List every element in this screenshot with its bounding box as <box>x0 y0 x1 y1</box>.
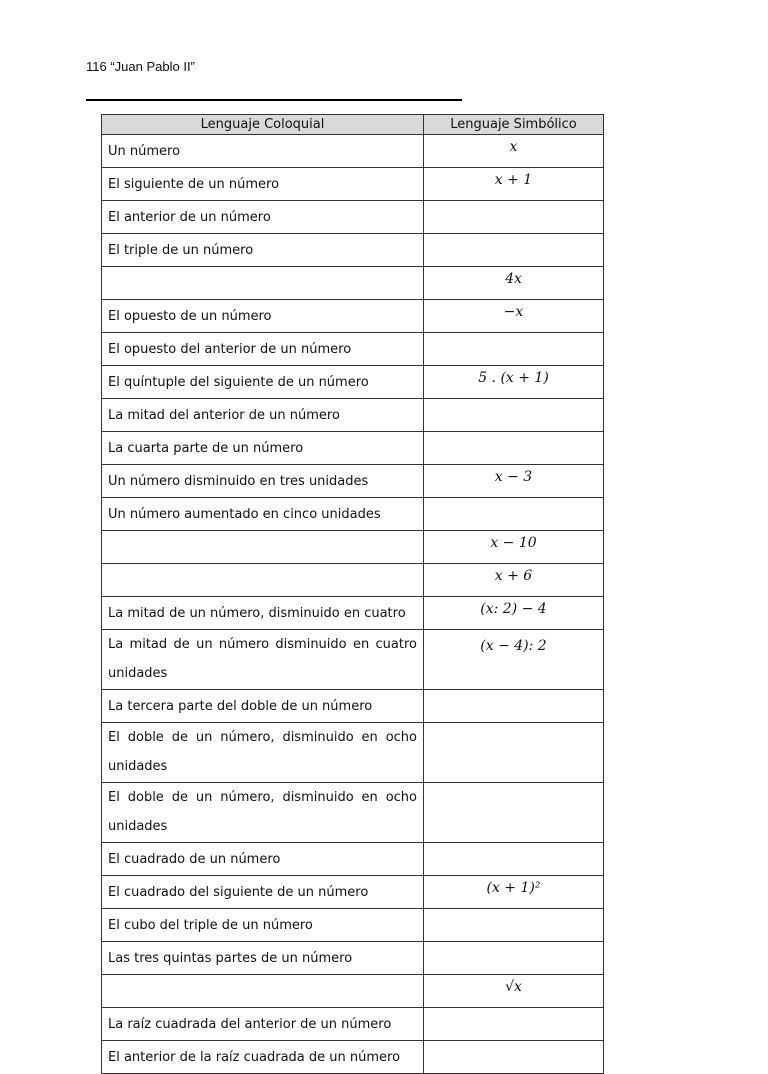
table-row <box>102 333 604 366</box>
cell-coloquial <box>102 267 424 300</box>
table-row <box>102 876 604 909</box>
cell-simbolico: x + 6 <box>424 564 604 597</box>
cell-coloquial: La mitad del anterior de un número <box>102 399 424 432</box>
document-header: 116 “Juan Pablo II” <box>86 59 195 74</box>
cell-simbolico: (x + 1)² <box>424 876 604 909</box>
cell-simbolico <box>424 432 604 465</box>
table-row <box>102 843 604 876</box>
table-row <box>102 1041 604 1074</box>
header-coloquial: Lenguaje Coloquial <box>102 115 424 135</box>
cell-coloquial: La tercera parte del doble de un número <box>102 690 424 723</box>
table-row <box>102 909 604 942</box>
cell-simbolico: x − 10 <box>424 531 604 564</box>
cell-coloquial: La raíz cuadrada del anterior de un número <box>102 1008 424 1041</box>
cell-simbolico: 5 . (x + 1) <box>424 366 604 399</box>
cell-coloquial: La mitad de un número disminuido en cuatro unidades <box>102 630 424 690</box>
table-row <box>102 366 604 399</box>
cell-coloquial <box>102 531 424 564</box>
cell-coloquial <box>102 564 424 597</box>
cell-simbolico: (x − 4): 2 <box>424 630 604 690</box>
table-row <box>102 201 604 234</box>
cell-simbolico <box>424 690 604 723</box>
cell-simbolico <box>424 234 604 267</box>
cell-simbolico <box>424 399 604 432</box>
cell-coloquial: El doble de un número, disminuido en ocho unidades <box>102 783 424 843</box>
table-row <box>102 300 604 333</box>
cell-simbolico <box>424 201 604 234</box>
cell-coloquial: El siguiente de un número <box>102 168 424 201</box>
table-row <box>102 597 604 630</box>
cell-coloquial: El doble de un número, disminuido en ocho unidades <box>102 723 424 783</box>
cell-coloquial: El opuesto de un número <box>102 300 424 333</box>
table-row <box>102 975 604 1008</box>
cell-simbolico <box>424 723 604 783</box>
cell-simbolico: x <box>424 135 604 168</box>
cell-coloquial: El anterior de un número <box>102 201 424 234</box>
cell-coloquial: La cuarta parte de un número <box>102 432 424 465</box>
cell-simbolico <box>424 333 604 366</box>
table-row <box>102 465 604 498</box>
cell-coloquial: El cuadrado de un número <box>102 843 424 876</box>
cell-coloquial: La mitad de un número, disminuido en cuatro <box>102 597 424 630</box>
cell-simbolico <box>424 1008 604 1041</box>
cell-coloquial: Un número disminuido en tres unidades <box>102 465 424 498</box>
header-simbolico: Lenguaje Simbólico <box>424 115 604 135</box>
table-row <box>102 1008 604 1041</box>
cell-simbolico <box>424 1041 604 1074</box>
translation-table <box>101 114 604 1074</box>
table-header-row <box>102 115 604 135</box>
table-row <box>102 498 604 531</box>
table-row <box>102 432 604 465</box>
cell-simbolico: √x <box>424 975 604 1008</box>
table-row <box>102 168 604 201</box>
cell-simbolico: (x: 2) − 4 <box>424 597 604 630</box>
table-row <box>102 564 604 597</box>
table-row <box>102 234 604 267</box>
cell-coloquial: El anterior de la raíz cuadrada de un número <box>102 1041 424 1074</box>
cell-coloquial: Un número aumentado en cinco unidades <box>102 498 424 531</box>
cell-simbolico <box>424 942 604 975</box>
cell-simbolico <box>424 909 604 942</box>
table-row <box>102 723 604 783</box>
cell-coloquial: Un número <box>102 135 424 168</box>
cell-simbolico <box>424 783 604 843</box>
cell-simbolico: x + 1 <box>424 168 604 201</box>
cell-coloquial: El opuesto del anterior de un número <box>102 333 424 366</box>
cell-simbolico: −x <box>424 300 604 333</box>
cell-coloquial: El cubo del triple de un número <box>102 909 424 942</box>
cell-coloquial: El quíntuple del siguiente de un número <box>102 366 424 399</box>
cell-coloquial: Las tres quintas partes de un número <box>102 942 424 975</box>
cell-simbolico: 4x <box>424 267 604 300</box>
table-row <box>102 135 604 168</box>
cell-simbolico <box>424 498 604 531</box>
header-underline <box>86 99 462 101</box>
table-row <box>102 942 604 975</box>
table-row <box>102 399 604 432</box>
table-row <box>102 630 604 690</box>
cell-coloquial: El triple de un número <box>102 234 424 267</box>
table-row <box>102 531 604 564</box>
cell-simbolico: x − 3 <box>424 465 604 498</box>
cell-simbolico <box>424 843 604 876</box>
table-row <box>102 267 604 300</box>
cell-coloquial: El cuadrado del siguiente de un número <box>102 876 424 909</box>
cell-coloquial <box>102 975 424 1008</box>
table-row <box>102 783 604 843</box>
table-row <box>102 690 604 723</box>
